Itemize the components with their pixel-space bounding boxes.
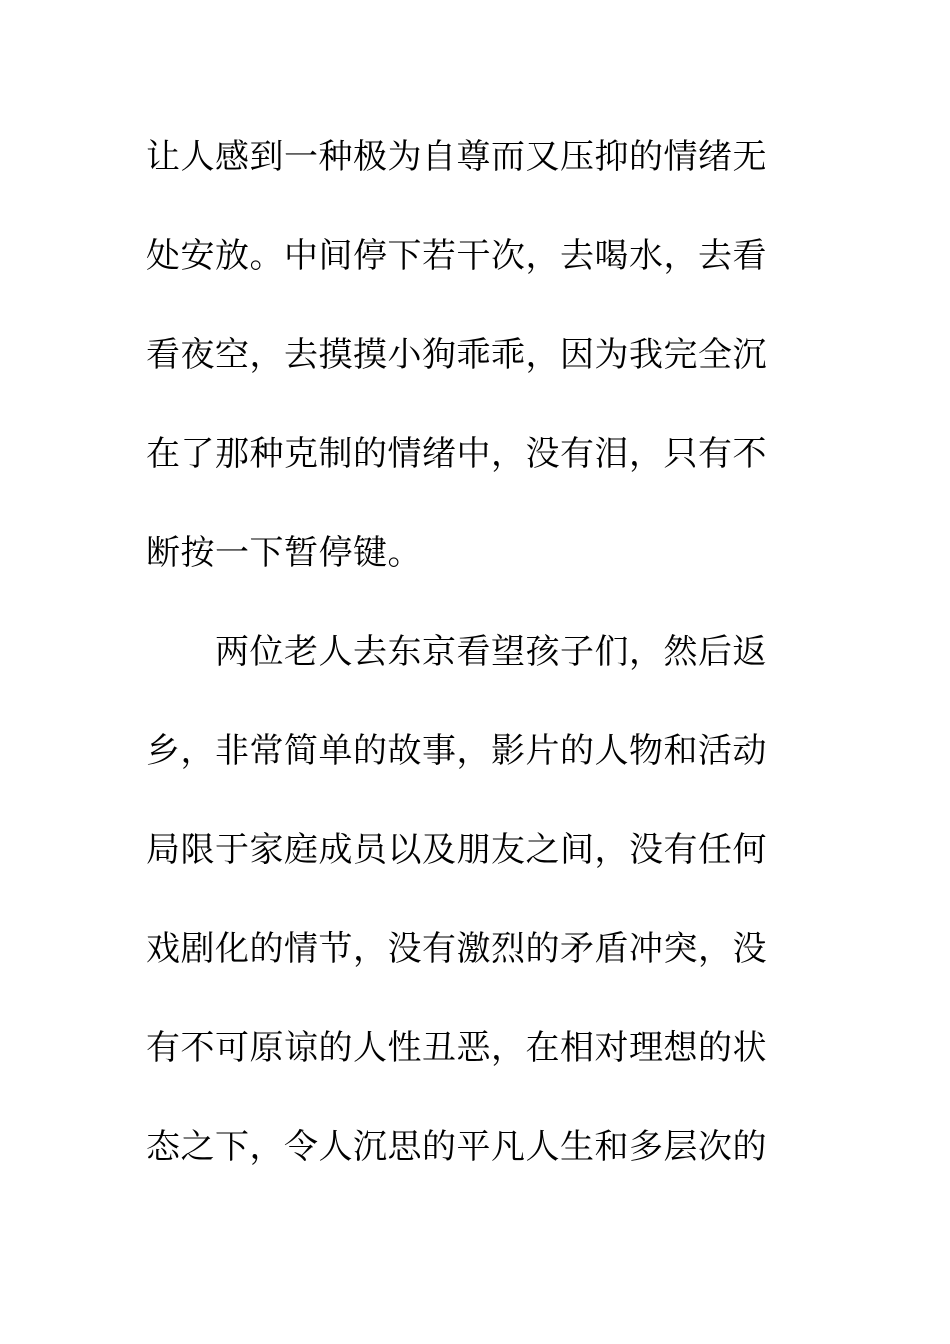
text-line: 戏剧化的情节，没有激烈的矛盾冲突，没 [146,929,767,969]
text-line: 局限于家庭成员以及朋友之间，没有任何 [146,830,767,870]
text-line: 有不可原谅的人性丑恶，在相对理想的状 [146,1028,767,1068]
text-line: 在了那种克制的情绪中，没有泪，只有不 [146,434,767,474]
paragraph-first-line: 两位老人去东京看望孩子们，然后返 [215,632,767,672]
text-line: 断按一下暂停键。 [146,533,422,573]
text-line: 看夜空，去摸摸小狗乖乖，因为我完全沉 [146,335,767,375]
text-line: 处安放。中间停下若干次，去喝水，去看 [146,236,767,276]
body-text [146,126,786,1215]
text-line: 态之下，令人沉思的平凡人生和多层次的 [146,1127,767,1167]
text-line: 乡，非常简单的故事，影片的人物和活动 [146,731,767,771]
text-line: 让人感到一种极为自尊而又压抑的情绪无 [146,137,767,177]
